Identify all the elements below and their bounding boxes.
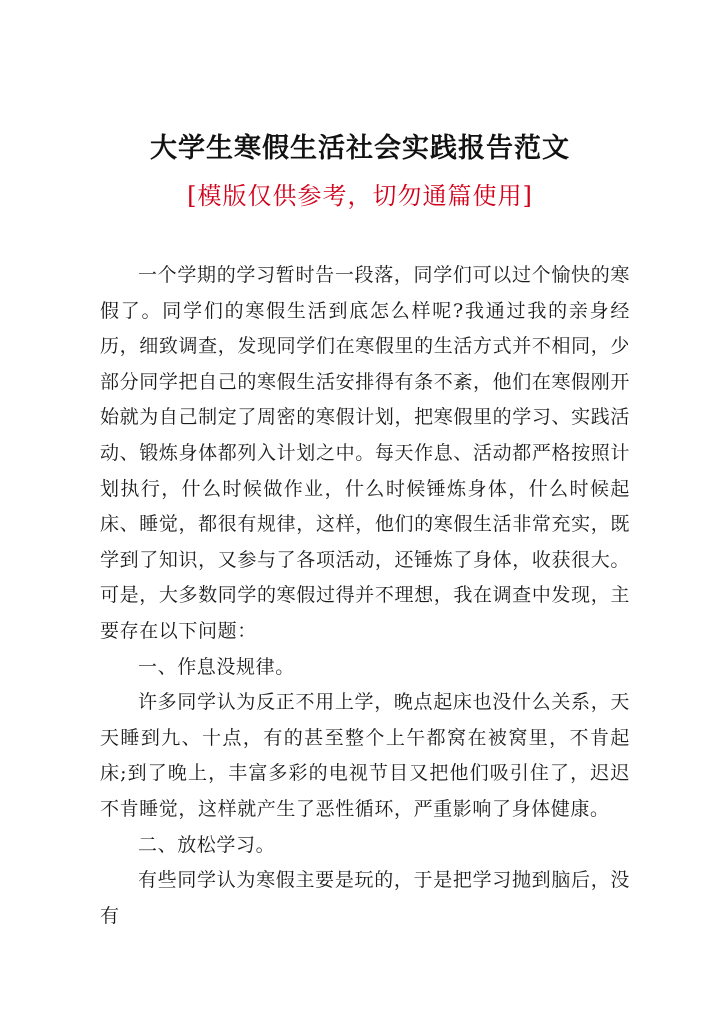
section-heading-1: 一、作息没规律。	[138, 655, 295, 678]
section-heading-2: 二、放松学习。	[138, 833, 276, 856]
paragraph-intro: 一个学期的学习暂时告一段落，同学们可以过个愉快的寒假了。同学们的寒假生活到底怎么样呢?我通过我的亲身经历，细致调查，发现同学们在寒假里的生活方式并不相同，少部分同学把自己的寒假生活安排得有条不紊，他们在寒假刚开始就为自己制定了周密的寒假计划，把寒假里的学习、实践活动、锻炼身体都列入计划之中。每天作息、活动都严格按照计划执行，什么时候做作业，什么时候锤炼身体，什么时候起床、睡觉，都很有规律，这样，他们的寒假生活非常充实，既学到了知识，又参与了各项活动，还锤炼了身体，收获很大。可是，大多数同学的寒假过得并不理想，我在调查中发现，主要存在以下问题：	[100, 264, 630, 642]
paragraph-section-2: 有些同学认为寒假主要是玩的，于是把学习抛到脑后，没有	[100, 869, 630, 927]
document-subtitle: [模版仅供参考，切勿通篇使用]	[187, 182, 533, 210]
paragraph-section-1: 许多同学认为反正不用上学，晚点起床也没什么关系，天天睡到九、十点，有的甚至整个上午都窝在被窝里，不肯起床;到了晚上，丰富多彩的电视节目又把他们吸引住了，迟迟不肯睡觉，这样就产生了恶性循环，严重影响了身体健康。	[100, 691, 630, 820]
document-body	[100, 258, 630, 934]
document-title: 大学生寒假生活社会实践报告范文	[150, 133, 570, 164]
